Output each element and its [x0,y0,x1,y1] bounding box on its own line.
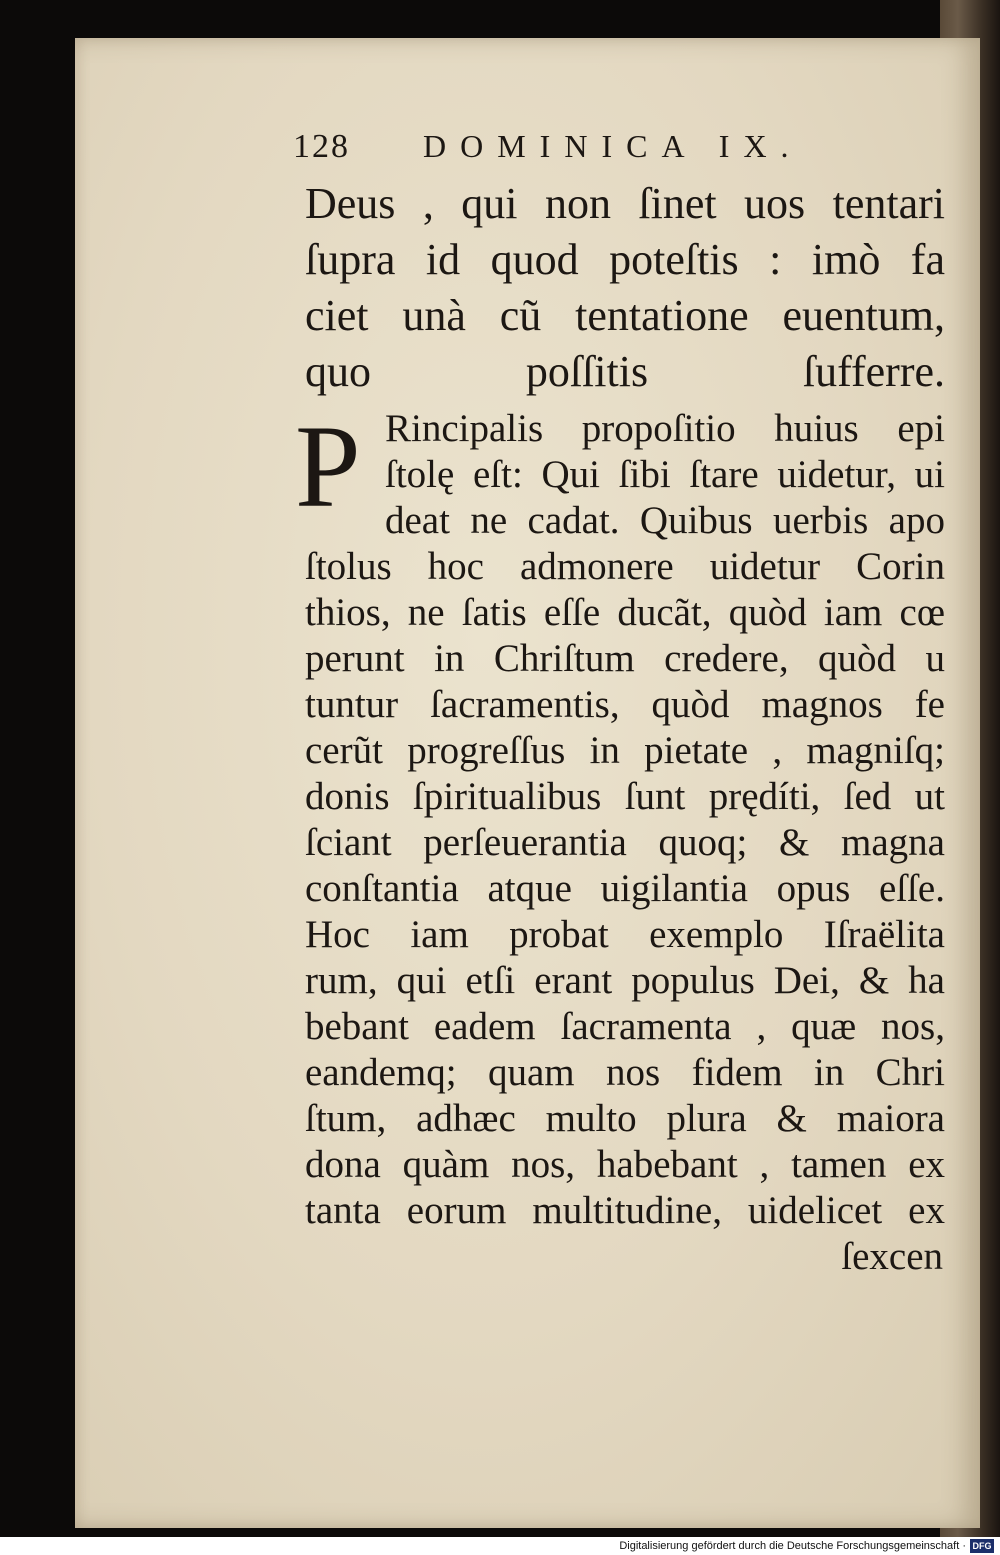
dfg-logo: DFG [970,1539,994,1553]
footer-credit: Digitalisierung gefördert durch die Deutsche Forschungsgemeinschaft · [619,1540,966,1552]
commentary-line: Rincipalis propoſitio huius epi [385,407,945,450]
verse-section [305,176,945,400]
verse-line: ſupra id quod poteſtis : imò fa [305,235,945,284]
drop-initial: P [295,401,361,532]
commentary-line: dona quàm nos, habebant , tamen ex [305,1143,945,1186]
text-block [293,128,945,1280]
commentary-line: thios, ne ſatis eſſe ducãt, quòd iam cœ [305,591,945,634]
verse-line: Deus , qui non ſinet uos tentari [305,179,945,228]
commentary-line: ſciant perſeuerantia quoq; & magna [305,821,945,864]
commentary-line: rum, qui etſi erant populus Dei, & ha [305,959,945,1002]
commentary-section [295,401,945,1280]
commentary-line: ſtolę eſt: Qui ſibi ſtare uidetur, ui [385,453,945,496]
verse-line: ciet unà cũ tentatione euentum, [305,291,945,340]
initial-paragraph [295,401,945,544]
commentary-line: Hoc iam probat exemplo Iſraëlita [305,913,945,956]
running-head: DOMINICA IX. [423,128,803,164]
commentary-line: bebant eadem ſacramenta , quæ nos, [305,1005,945,1048]
verse-line: quo poſſitis ſufferre. [305,347,945,396]
commentary-line: conſtantia atque uigilantia opus eſſe. [305,867,945,910]
commentary-line: ſtolus hoc admonere uidetur Corin [305,545,945,588]
commentary-line: tuntur ſacramentis, quòd magnos fe [305,683,945,726]
commentary-line: donis ſpiritualibus ſunt prędíti, ſed ut [305,775,945,818]
page-number: 128 [293,128,350,165]
commentary-line: deat ne cadat. Quibus uerbis apo [385,499,945,542]
commentary-line: eandemq; quam nos fidem in Chri [305,1051,945,1094]
commentary-line: cerũt progreſſus in pietate , magniſq; [305,729,945,772]
catchword: ſexcen [841,1235,943,1278]
commentary-line: tanta eorum multitudine, uidelicet ex [305,1189,945,1232]
commentary-line: perunt in Chriſtum credere, quòd u [305,637,945,680]
page-header [293,128,945,176]
commentary-line: ſtum, adhæc multo plura & maiora [305,1097,945,1140]
